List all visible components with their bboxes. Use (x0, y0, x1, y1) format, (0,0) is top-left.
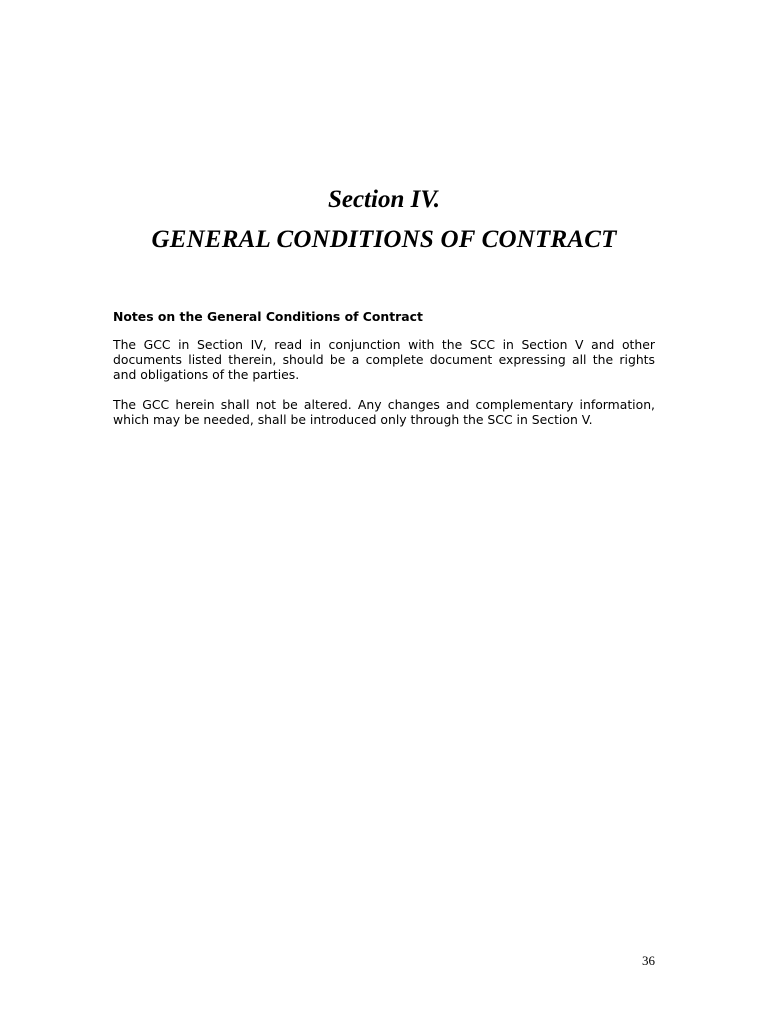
section-title: Section IV. (327, 186, 441, 213)
notes-heading: Notes on the General Conditions of Contract (113, 309, 423, 324)
section-subtitle: GENERAL CONDITIONS OF CONTRACT (151, 226, 617, 253)
page-number: 36 (642, 953, 655, 968)
paragraph-gcc-alteration: The GCC herein shall not be altered. Any changes and complementary information, which may be needed, shall be introduced only through the SCC in Section V. (113, 397, 655, 427)
notes-body (113, 309, 655, 442)
paragraph-gcc-scope: The GCC in Section IV, read in conjunction with the SCC in Section V and other documents listed therein, should be a complete document expressing all the rights and obligations of the parties. (113, 337, 655, 382)
